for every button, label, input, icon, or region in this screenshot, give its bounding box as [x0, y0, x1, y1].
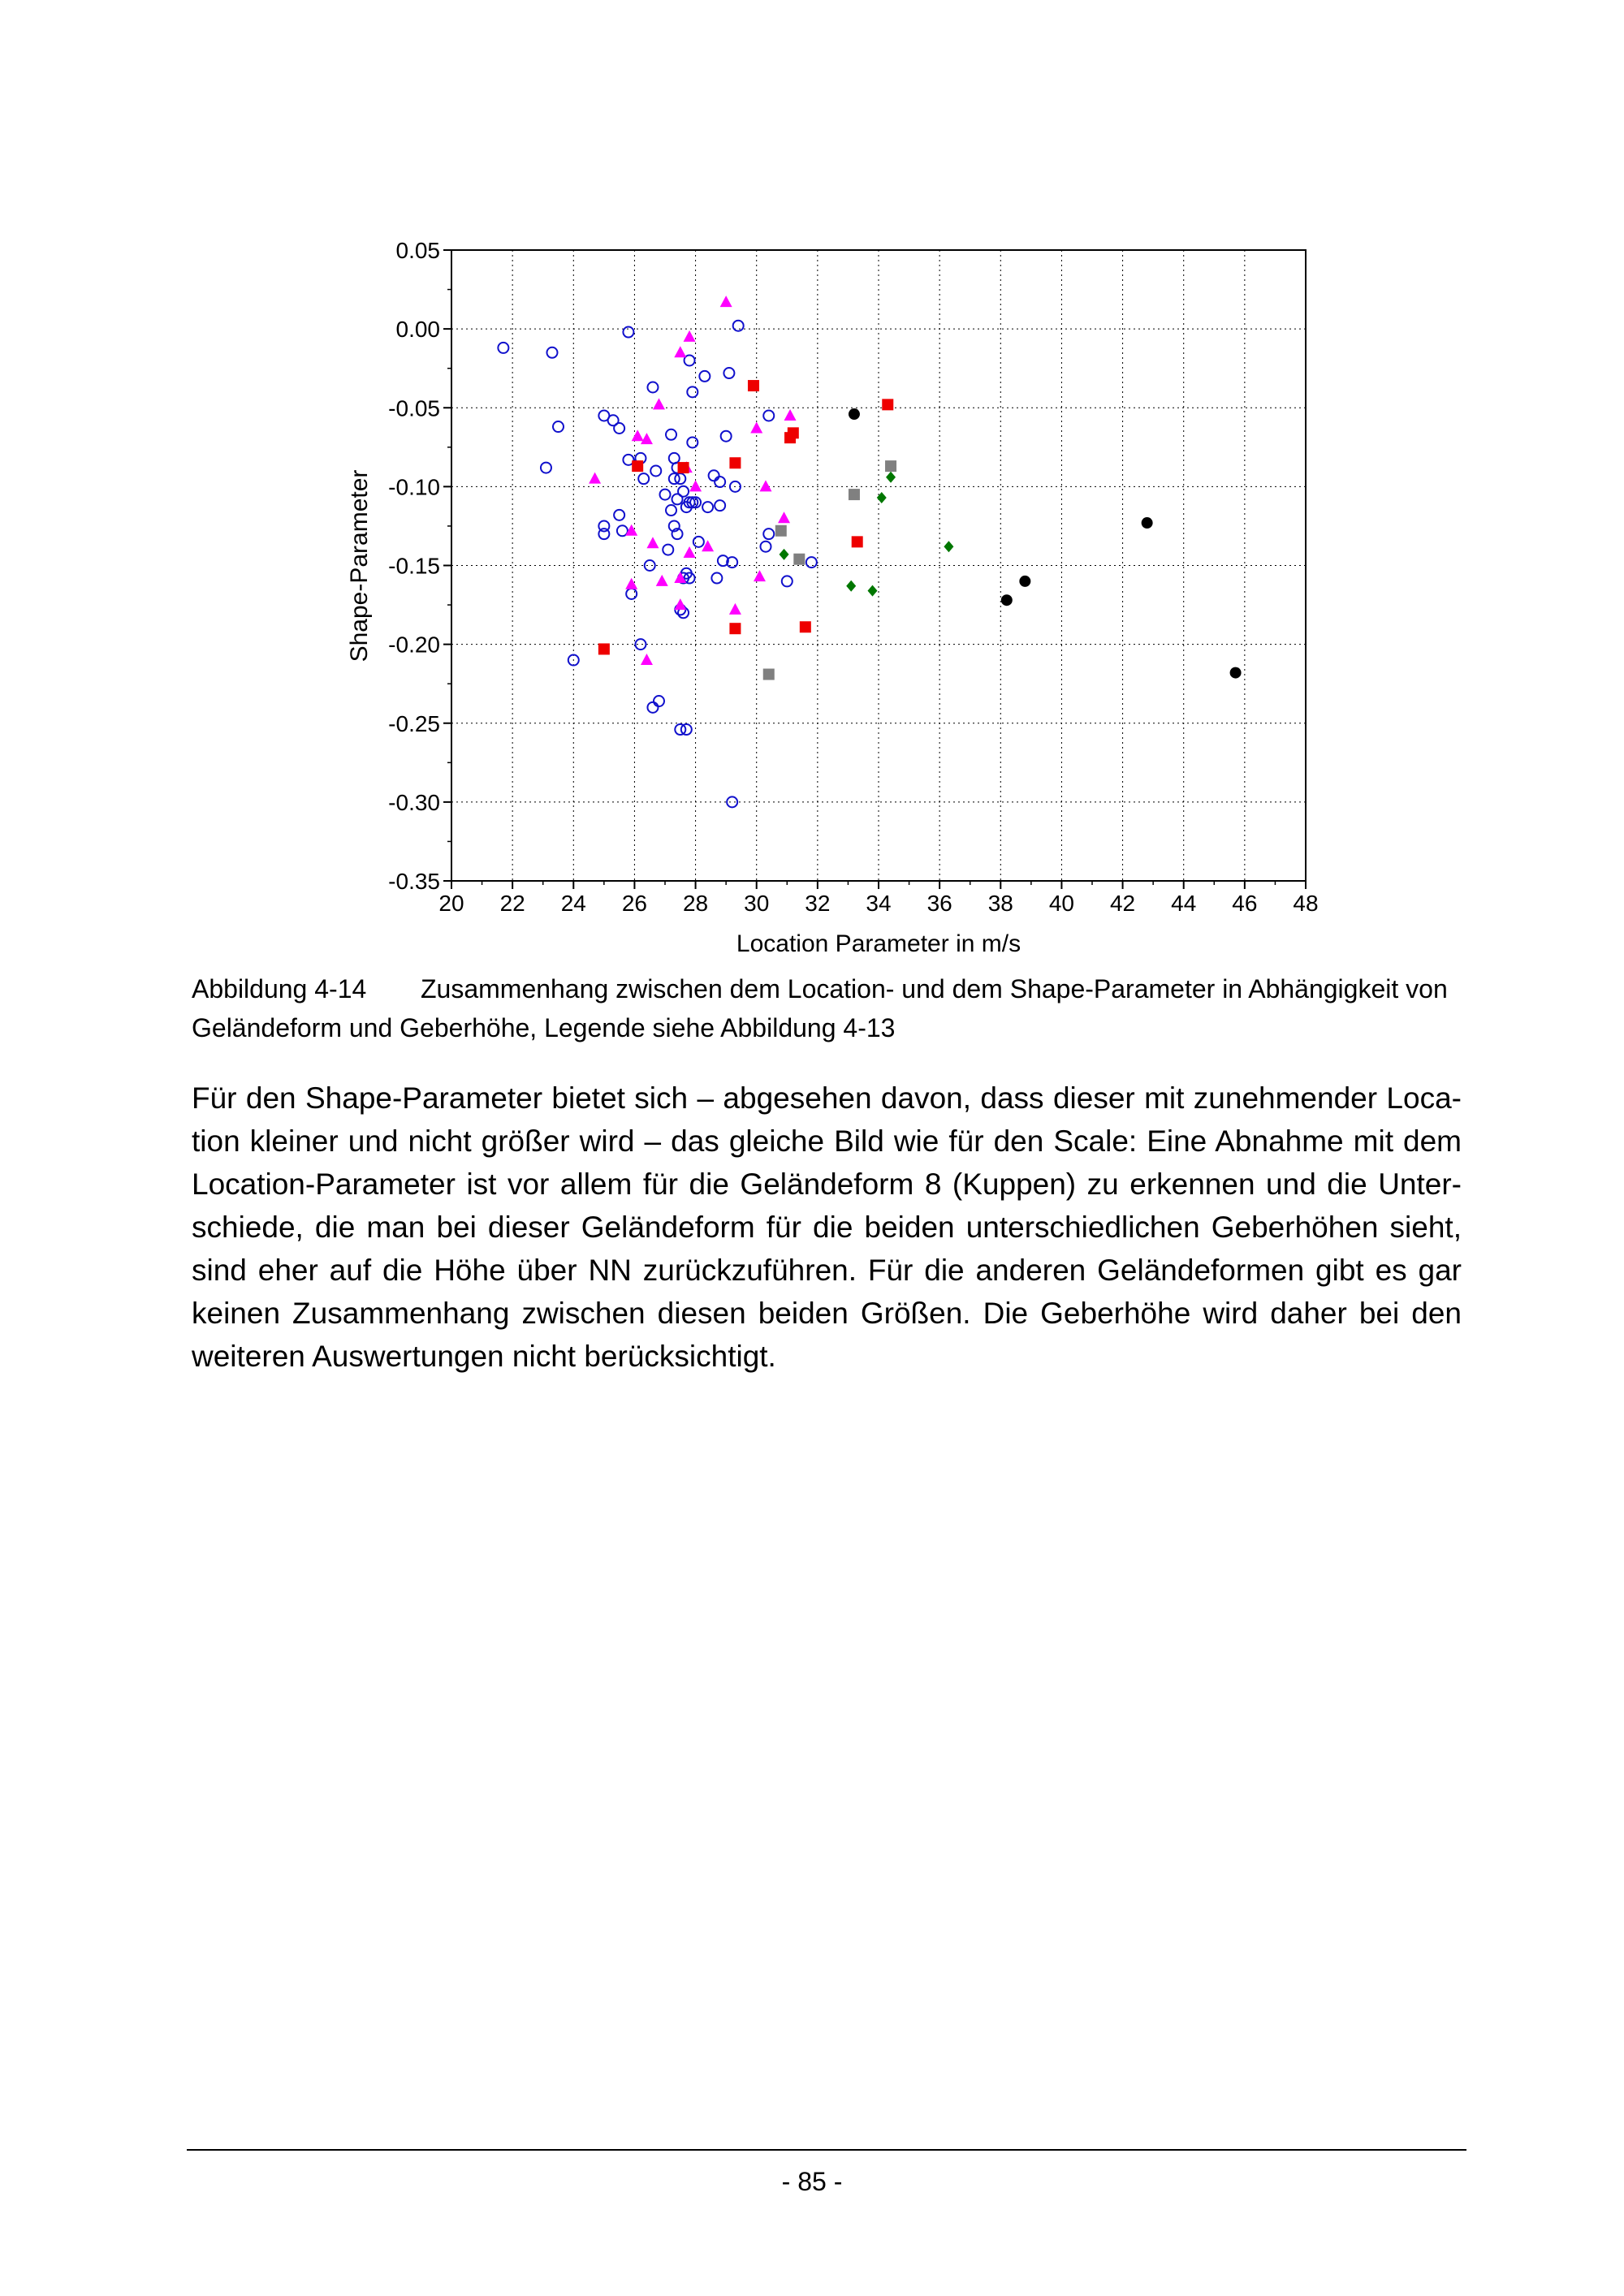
y-tick-label: -0.35 [388, 869, 440, 894]
data-point-open-circle [553, 421, 564, 432]
data-point-open-circle [723, 368, 734, 378]
scatter-chart [0, 0, 1624, 958]
data-point-square [729, 457, 741, 468]
data-point-open-circle [763, 529, 774, 539]
figure-caption [192, 969, 1458, 1047]
x-axis-label: Location Parameter in m/s [736, 930, 1021, 957]
y-tick-label: -0.10 [388, 474, 440, 500]
data-point-open-circle [687, 386, 698, 397]
data-point-open-circle [702, 502, 713, 512]
data-point-open-circle [669, 473, 680, 484]
data-point-square [882, 399, 893, 410]
data-point-square [729, 623, 741, 634]
data-point-square [793, 554, 805, 565]
data-point-square [885, 460, 896, 472]
x-tick-label: 42 [1109, 891, 1136, 916]
y-tick-label: 0.05 [395, 238, 440, 263]
y-tick-label: -0.05 [388, 395, 440, 421]
x-tick-label: 36 [926, 891, 952, 916]
data-point-open-circle [721, 431, 732, 442]
data-point-open-circle [733, 321, 744, 331]
data-point-open-circle [660, 490, 671, 500]
data-point-open-circle [678, 486, 689, 497]
data-point-triangle [646, 537, 659, 548]
data-point-filled-circle [1019, 576, 1030, 587]
axis-ticks [388, 238, 1318, 916]
data-point-square [775, 525, 787, 537]
page-number: - 85 - [781, 2167, 843, 2196]
data-point-open-circle [650, 465, 661, 476]
data-point-diamond [944, 541, 953, 552]
data-point-open-circle [675, 724, 685, 735]
y-tick-label: -0.30 [388, 789, 440, 815]
data-point-square [678, 462, 689, 473]
data-point-open-circle [614, 423, 624, 434]
body-paragraph: Für den Shape-Parameter bietet sich – abgesehen davon, dass dieser mit zunehmender Location kleiner und nicht größer wird – das gleiche Bild wie für den Scale: Eine Abnahme mit dem Location-Parameter ist vor allem für die Geländeform 8 (Kuppen) zu erkennen und die Unterschiede, die man bei dieser Geländeform für die beiden unterschiedlichen Geberhöhen sieht, sind eher auf die Höhe über NN zurückzuführen. Für die anderen Geländeformen gibt es gar keinen Zusammenhang zwischen diesen beiden Größen. Die Geberhöhe wird daher bei den weiteren Auswertungen nicht berücksichtigt. [192, 1081, 1462, 1373]
data-point-triangle [720, 296, 732, 307]
y-tick-label: -0.15 [388, 553, 440, 579]
data-point-open-circle [715, 477, 725, 487]
x-tick-label: 22 [499, 891, 525, 916]
data-point-triangle [778, 511, 790, 523]
chart-grid [451, 250, 1306, 881]
x-tick-label: 28 [682, 891, 709, 916]
data-point-open-circle [546, 347, 557, 358]
x-tick-label: 38 [987, 891, 1013, 916]
data-point-square [632, 460, 643, 472]
data-point-square [800, 621, 811, 632]
data-point-open-circle [699, 371, 710, 382]
y-tick-label: -0.25 [388, 710, 440, 736]
x-tick-label: 24 [560, 891, 586, 916]
data-point-triangle [684, 546, 696, 558]
data-point-open-circle [654, 696, 664, 706]
data-point-square [748, 380, 759, 391]
x-tick-label: 30 [744, 891, 770, 916]
data-point-open-circle [675, 473, 685, 484]
data-point-triangle [674, 346, 686, 357]
data-point-triangle [641, 433, 653, 444]
data-point-square [763, 669, 775, 680]
x-tick-label: 40 [1048, 891, 1075, 916]
y-tick-label: -0.20 [388, 632, 440, 658]
data-points [498, 296, 1241, 807]
x-tick-label: 26 [621, 891, 648, 916]
data-point-open-circle [647, 382, 658, 392]
data-point-triangle [625, 578, 637, 589]
x-tick-label: 48 [1293, 891, 1319, 916]
data-point-open-circle [626, 589, 637, 599]
data-point-open-circle [681, 724, 692, 735]
data-point-open-circle [623, 327, 633, 338]
figure-caption-label: Abbildung 4-14 [192, 974, 367, 1003]
data-point-diamond [780, 549, 789, 560]
data-point-triangle [684, 330, 696, 342]
x-tick-label: 20 [438, 891, 464, 916]
data-point-open-circle [645, 560, 655, 571]
data-point-triangle [689, 480, 702, 491]
data-point-triangle [754, 570, 766, 581]
data-point-open-circle [709, 470, 719, 481]
data-point-triangle [656, 575, 668, 586]
x-tick-label: 34 [866, 891, 892, 916]
data-point-triangle [653, 398, 665, 409]
data-point-triangle [674, 598, 686, 610]
data-point-open-circle [541, 463, 551, 473]
data-point-open-circle [663, 545, 673, 555]
data-point-filled-circle [849, 408, 860, 420]
data-point-open-circle [666, 505, 676, 516]
data-point-triangle [759, 480, 771, 491]
data-point-open-circle [782, 576, 793, 586]
data-point-open-circle [763, 410, 774, 421]
data-point-open-circle [711, 573, 722, 584]
data-point-open-circle [638, 473, 649, 484]
data-point-triangle [750, 422, 762, 434]
data-point-square [598, 643, 610, 654]
data-point-open-circle [614, 510, 624, 520]
data-point-filled-circle [1142, 517, 1153, 529]
x-tick-label: 46 [1232, 891, 1258, 916]
data-point-diamond [867, 585, 877, 597]
data-point-open-circle [727, 796, 737, 807]
data-point-open-circle [715, 500, 725, 511]
data-point-triangle [641, 654, 653, 665]
footer-rule [187, 2149, 1466, 2151]
data-point-open-circle [598, 529, 609, 539]
data-point-open-circle [647, 702, 658, 713]
x-tick-label: 32 [805, 891, 831, 916]
data-point-triangle [589, 473, 601, 484]
x-tick-label: 44 [1171, 891, 1197, 916]
data-point-filled-circle [1230, 667, 1242, 679]
data-point-open-circle [760, 542, 771, 552]
data-point-triangle [729, 603, 741, 615]
data-point-square [788, 427, 799, 438]
data-point-triangle [632, 429, 644, 441]
data-point-open-circle [693, 537, 704, 547]
y-axis-label: Shape-Parameter [346, 469, 373, 662]
data-point-open-circle [666, 429, 676, 440]
data-point-open-circle [498, 343, 508, 353]
data-point-diamond [846, 580, 856, 592]
data-point-open-circle [806, 557, 817, 568]
data-point-open-circle [687, 437, 698, 447]
figure-caption-text: Zusammenhang zwischen dem Location- und dem Shape-Parameter in Abhängigkeit von Geländeform und Geberhöhe, Legende siehe Abbildung 4-13 [192, 974, 1448, 1042]
y-tick-label: 0.00 [395, 317, 440, 343]
data-point-square [852, 536, 863, 547]
data-point-square [849, 489, 860, 500]
data-point-filled-circle [1001, 594, 1013, 606]
data-point-diamond [886, 472, 896, 483]
data-point-triangle [784, 409, 797, 421]
